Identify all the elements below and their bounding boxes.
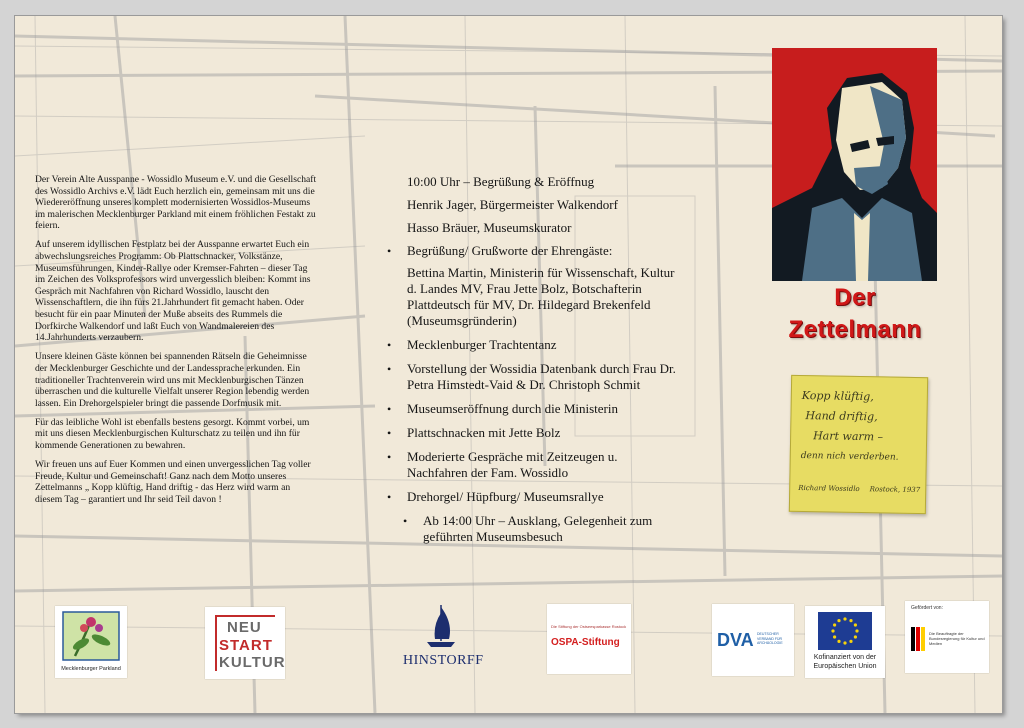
german-flag-icon <box>911 627 925 651</box>
dva-full-name: DEUTSCHER VERBAND FÜR ARCHÄOLOGIE <box>757 632 783 645</box>
portrait-image <box>772 48 937 281</box>
program-item <box>383 449 679 481</box>
signature-place-date: Rostock, 1937 <box>869 485 921 495</box>
program-item-text: Ab 14:00 Uhr – Ausklang, Gelegenheit zum geführten Museumsbesuch <box>423 513 653 544</box>
bkm-top-text: Gefördert von: <box>911 605 943 611</box>
eu-flag-icon <box>818 612 872 650</box>
program-item-text: Mecklenburger Trachtentanz <box>407 337 557 352</box>
logo-mecklenburger-parkland <box>55 606 127 678</box>
program-item-text: Museumseröffnung durch die Ministerin <box>407 401 618 416</box>
program-item-text: Plattschnacken mit Jette Bolz <box>407 425 561 440</box>
ospa-small-text: Die Stiftung der Ostseesparkasse Rostock <box>551 624 627 629</box>
bullet-icon: • <box>387 450 392 464</box>
paragraph-food: Für das leibliche Wohl ist ebenfalls bestens gesorgt. Kommt vorbei, um mit uns diesen Mecklenburgischen Kulturschatz zu teilen und ihn für kommende Generationen zu bewahren. <box>35 416 310 451</box>
neustart-neu: NEU <box>227 619 262 636</box>
ospa-name: OSPA-Stiftung <box>551 637 620 648</box>
paragraph-program: Auf unserem idyllischen Festplatz bei der Ausspanne erwartet Euch ein abwechslungsreiches Programm: Ob Plattschnacker, Volkstänze, Museumsführungen, Kinder-Rallye oder Kremser-Fahrten – dieser Tag im Zeichen des Volksprofessors wird unvergesslich bleiben: Kommt ins Gespräch mit Nachfahren von Richard Wossidlo, lauscht den Wissenschaftlern, die ihn fürs 21.Jahrhundert fit gemacht haben. Oder besucht für ein paar Minuten der Muße abseits des Rummels die Dorfkirche Walkendorf und laßt Euch von Wandmalereien des 14.Jahrhunderts verzaubern. <box>35 239 311 344</box>
invitation-text <box>35 174 319 513</box>
logo-dva <box>712 604 794 676</box>
neustart-start: START <box>219 637 273 654</box>
program-list <box>383 174 679 553</box>
program-speaker-curator: Hasso Bräuer, Museumskurator <box>407 220 572 235</box>
program-item-text: Vorstellung der Wossidia Datenbank durch Frau Dr. Petra Himstedt-Vaid & Dr. Christoph Schmit <box>407 361 676 392</box>
parkland-flower-icon <box>55 606 127 664</box>
paragraph-closing: Wir freuen uns auf Euer Kommen und einen unvergesslichen Tag voller Freude, Kultur und Gemeinschaft! Ganz nach dem Motto unseres Zettelmanns „ Kopp klüftig, Hand driftig - das Herz wird warm an diesem Tag – garantiert und Ihr seid Teil davon ! <box>35 459 311 505</box>
bullet-icon: • <box>403 514 408 528</box>
eu-label-2: Europäischen Union <box>813 663 877 670</box>
title-zettelmann: Zettelmann <box>788 316 922 343</box>
program-item-text: Drehorgel/ Hüpfburg/ Museumsrallye <box>407 489 604 504</box>
logo-hinstorff <box>403 601 484 673</box>
note-signature <box>798 484 920 494</box>
program-item <box>383 243 679 259</box>
hinstorff-ship-icon <box>403 601 479 653</box>
program-item <box>383 489 679 505</box>
program-guests: Bettina Martin, Ministerin für Wissenschaft, Kultur d. Landes MV, Frau Jette Bolz, Botschafterin Plattdeutsch für MV, Dr. Hildegard Brekenfeld (Museumsgründerin) <box>407 265 675 328</box>
portrait-illustration <box>772 48 937 281</box>
title-der: Der <box>834 284 876 311</box>
program-item <box>383 401 679 417</box>
note-line: Hart warm – <box>813 429 884 444</box>
program-item <box>383 337 679 353</box>
neustart-kultur: KULTUR <box>219 654 286 671</box>
hinstorff-label: HINSTORFF <box>403 653 484 668</box>
program-item-text: Begrüßung/ Grußworte der Ehrengäste: <box>407 243 613 258</box>
program-item <box>383 361 679 393</box>
bullet-icon: • <box>387 244 392 258</box>
program-item-text: Moderierte Gespräche mit Zeitzeugen u. Nachfahren der Fam. Wossidlo <box>407 449 618 480</box>
paragraph-kids: Unsere kleinen Gäste können bei spannenden Rätseln die Geheimnisse der Mecklenburger Geschichte und der Landessprache erkunden. Ein traditioneller Trachtenverein wird uns mit Mecklenburgischen Tänzen überraschen und die kulturelle Vielfalt unserer Region lebendig werden lassen. Ein Drehorgelspieler bringt die passende Dorfmusik mit. <box>35 351 310 409</box>
bullet-icon: • <box>387 426 392 440</box>
note-line: denn nich verderben. <box>800 450 899 463</box>
flyer-sheet <box>15 16 1002 713</box>
logo-eu <box>805 606 885 678</box>
bullet-icon: • <box>387 338 392 352</box>
program-item <box>383 425 679 441</box>
bullet-icon: • <box>387 362 392 376</box>
paragraph-intro: Der Verein Alte Ausspanne - Wossidlo Museum e.V. und die Gesellschaft des Wossidlo Archivs e.V. lädt Euch herzlich ein, gemeinsam mit uns die Wiedereröffnung unseres komplett modernisierten Wossidlos-Museums im malerischen Mecklenburger Parkland mit einem fröhlichen Festakt zu feiern. <box>35 174 317 232</box>
note-line: Kopp klüftig, <box>801 389 874 404</box>
bullet-icon: • <box>387 402 392 416</box>
bullet-icon: • <box>387 490 392 504</box>
note-line: Hand driftig, <box>805 409 878 424</box>
dva-abbr: DVA <box>717 630 754 650</box>
logo-neustart-kultur <box>205 607 285 679</box>
eu-label-1: Kofinanziert von der <box>813 654 877 661</box>
program-speaker-mayor: Henrik Jager, Bürgermeister Walkendorf <box>407 197 618 212</box>
program-item <box>383 513 679 545</box>
logo-bkm <box>905 601 989 673</box>
bkm-name: Die Beauftragte der Bundesregierung für Kultur und Medien <box>929 631 985 646</box>
handwritten-note <box>789 375 928 514</box>
signature-name: Richard Wossidlo <box>798 483 860 494</box>
parkland-label: Mecklenburger Parkland <box>61 666 121 672</box>
logo-ospa-stiftung <box>547 604 631 674</box>
note-text <box>801 386 922 468</box>
program-time-heading: 10:00 Uhr – Begrüßung & Eröffnug <box>407 174 595 189</box>
